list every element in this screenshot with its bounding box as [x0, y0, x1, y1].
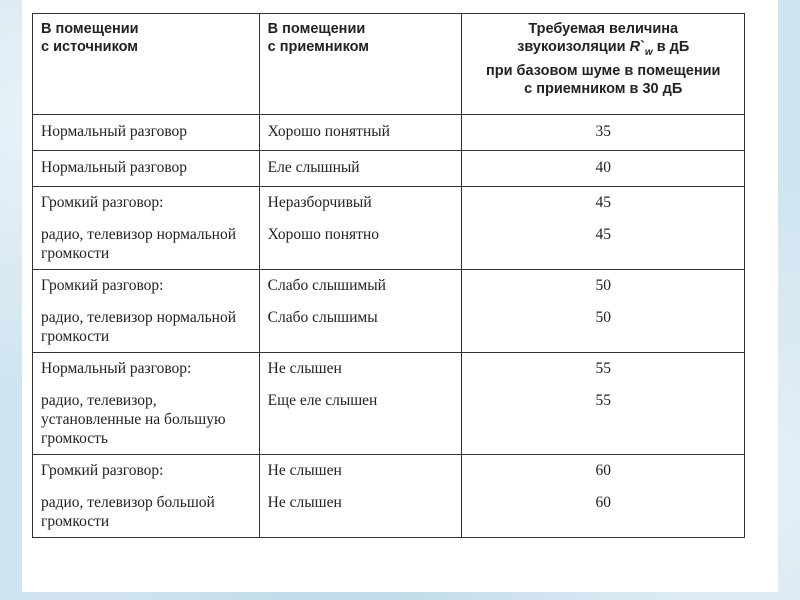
header-symbol-sub: w	[644, 46, 653, 58]
cell-source	[33, 270, 260, 353]
header-symbol-prime: `	[640, 39, 645, 55]
table-row	[33, 270, 745, 353]
cell-receiver-line: Еле слышный	[267, 159, 360, 176]
header-receiver-line: В помещении	[267, 21, 366, 37]
header-insulation-line	[470, 38, 736, 62]
table-row	[33, 151, 745, 187]
header-row	[33, 14, 745, 115]
table-row	[33, 187, 745, 270]
cell-value-line: 45	[595, 226, 611, 243]
cell-receiver-line: Слабо слышимы	[267, 309, 378, 326]
cell-source	[33, 455, 260, 538]
header-insulation-line: с приемником в 30 дБ	[524, 80, 683, 97]
cell-value-line: 40	[595, 159, 611, 176]
table-row	[33, 115, 745, 151]
slide	[22, 0, 778, 592]
header-source	[33, 14, 260, 115]
cell-source-line: радио, телевизор, установленные на большую громкость	[41, 392, 226, 447]
cell-source-line: Громкий разговор:	[41, 277, 164, 294]
cell-source-line: радио, телевизор нормальной громкости	[41, 226, 237, 262]
cell-value-line: 50	[595, 277, 611, 294]
cell-value-line: 60	[595, 494, 611, 511]
cell-value	[462, 270, 745, 353]
cell-value	[462, 455, 745, 538]
header-source-line: с источником	[41, 39, 139, 55]
cell-source-line: Нормальный разговор:	[41, 360, 192, 377]
cell-receiver	[259, 270, 462, 353]
cell-receiver-line: Хорошо понятный	[267, 123, 390, 140]
table-row	[33, 455, 745, 538]
table-body	[33, 115, 745, 538]
cell-receiver-line: Не слышен	[267, 360, 342, 377]
cell-source	[33, 187, 260, 270]
cell-value	[462, 353, 745, 455]
cell-source	[33, 151, 260, 187]
cell-value	[462, 115, 745, 151]
cell-source-line: Громкий разговор:	[41, 462, 164, 479]
cell-source-line: Громкий разговор:	[41, 194, 164, 211]
cell-receiver	[259, 151, 462, 187]
cell-source	[33, 353, 260, 455]
header-insulation-line: Требуемая величина	[528, 21, 679, 37]
table-row	[33, 353, 745, 455]
cell-value-line: 50	[595, 309, 611, 326]
cell-receiver-line: Слабо слышимый	[267, 277, 386, 294]
cell-source	[33, 115, 260, 151]
cell-value-line: 55	[595, 360, 611, 377]
cell-value	[462, 187, 745, 270]
header-receiver	[259, 14, 462, 115]
cell-value-line: 55	[595, 392, 611, 409]
cell-receiver	[259, 187, 462, 270]
cell-receiver-line: Не слышен	[267, 494, 342, 511]
cell-receiver	[259, 115, 462, 151]
header-insulation-line: при базовом шуме в помещении	[486, 62, 721, 79]
cell-receiver-line: Еще еле слышен	[267, 392, 378, 409]
header-symbol-r: R	[629, 39, 641, 55]
header-required-insulation	[462, 14, 745, 115]
cell-receiver-line: Неразборчивый	[267, 194, 372, 211]
cell-receiver	[259, 353, 462, 455]
cell-source-line: радио, телевизор большой громкости	[41, 494, 215, 530]
cell-receiver-line: Не слышен	[267, 462, 342, 479]
cell-value-line: 35	[595, 123, 611, 140]
header-receiver-line: с приемником	[267, 39, 370, 55]
cell-receiver	[259, 455, 462, 538]
cell-value-line: 45	[595, 194, 611, 211]
cell-value	[462, 151, 745, 187]
cell-receiver-line: Хорошо понятно	[267, 226, 379, 243]
header-unit-text: в дБ	[656, 39, 690, 55]
header-insulation-text: звукоизоляции	[517, 39, 626, 55]
header-source-line: В помещении	[41, 21, 139, 37]
cell-source-line: Нормальный разговор	[41, 159, 188, 176]
sound-insulation-table	[32, 13, 745, 538]
cell-source-line: Нормальный разговор	[41, 123, 188, 140]
cell-value-line: 60	[595, 462, 611, 479]
cell-source-line: радио, телевизор нормальной громкости	[41, 309, 237, 345]
